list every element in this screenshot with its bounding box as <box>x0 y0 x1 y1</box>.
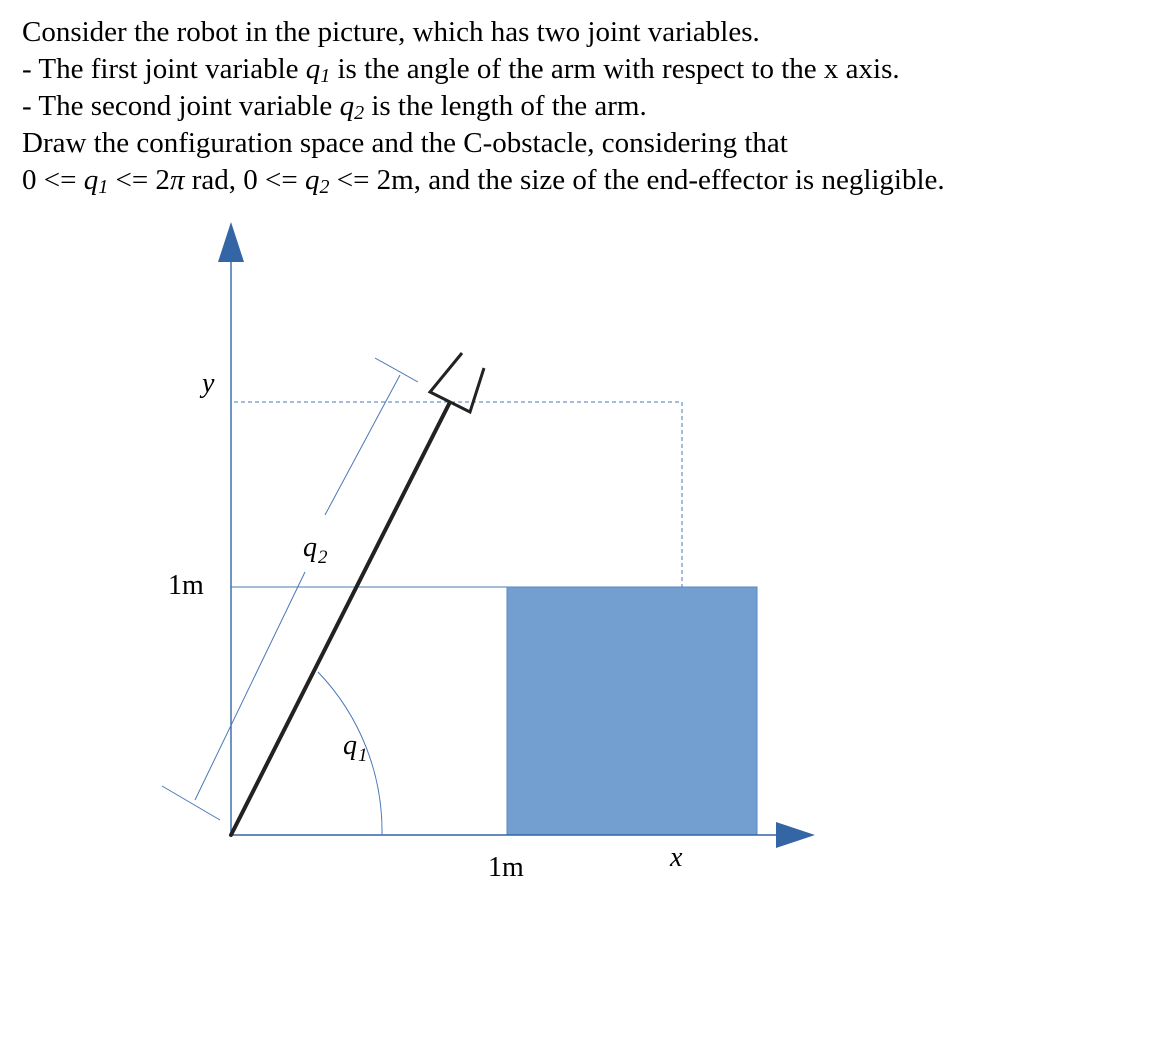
y-tick-label: 1m <box>168 570 204 601</box>
q2-dimension-tick-top <box>375 358 418 382</box>
q2-label: $q_2$ <box>303 532 328 568</box>
q2-dimension-line-upper <box>325 375 400 515</box>
q1-label: $q_1$ <box>343 730 368 766</box>
q2-dimension-tick-bottom <box>162 786 220 820</box>
x-tick-label: 1m <box>488 852 524 883</box>
robot-arm <box>231 404 449 835</box>
problem-line-2: - The first joint variable $q_1$ is the angle of the arm with respect to the x axis. <box>22 53 900 87</box>
x-axis-label: x <box>670 842 683 873</box>
problem-line-1: Consider the robot in the picture, which has two joint variables. <box>22 16 760 48</box>
problem-line-3: - The second joint variable $q_2$ is the length of the arm. <box>22 90 647 124</box>
end-effector-gripper <box>430 353 484 412</box>
y-axis-arrowhead <box>218 222 244 262</box>
obstacle-box <box>507 587 757 835</box>
problem-line-4: Draw the configuration space and the C-obstacle, considering that <box>22 127 788 159</box>
y-axis-label: y <box>202 368 215 399</box>
x-axis-arrowhead <box>776 822 815 848</box>
q2-dimension-line-lower <box>195 572 305 800</box>
problem-line-5: $0 <= q_1 <= 2\pi$ rad, $0 <= q_2 <= 2m$, and the size of the end-effector is negligible. <box>22 164 945 198</box>
